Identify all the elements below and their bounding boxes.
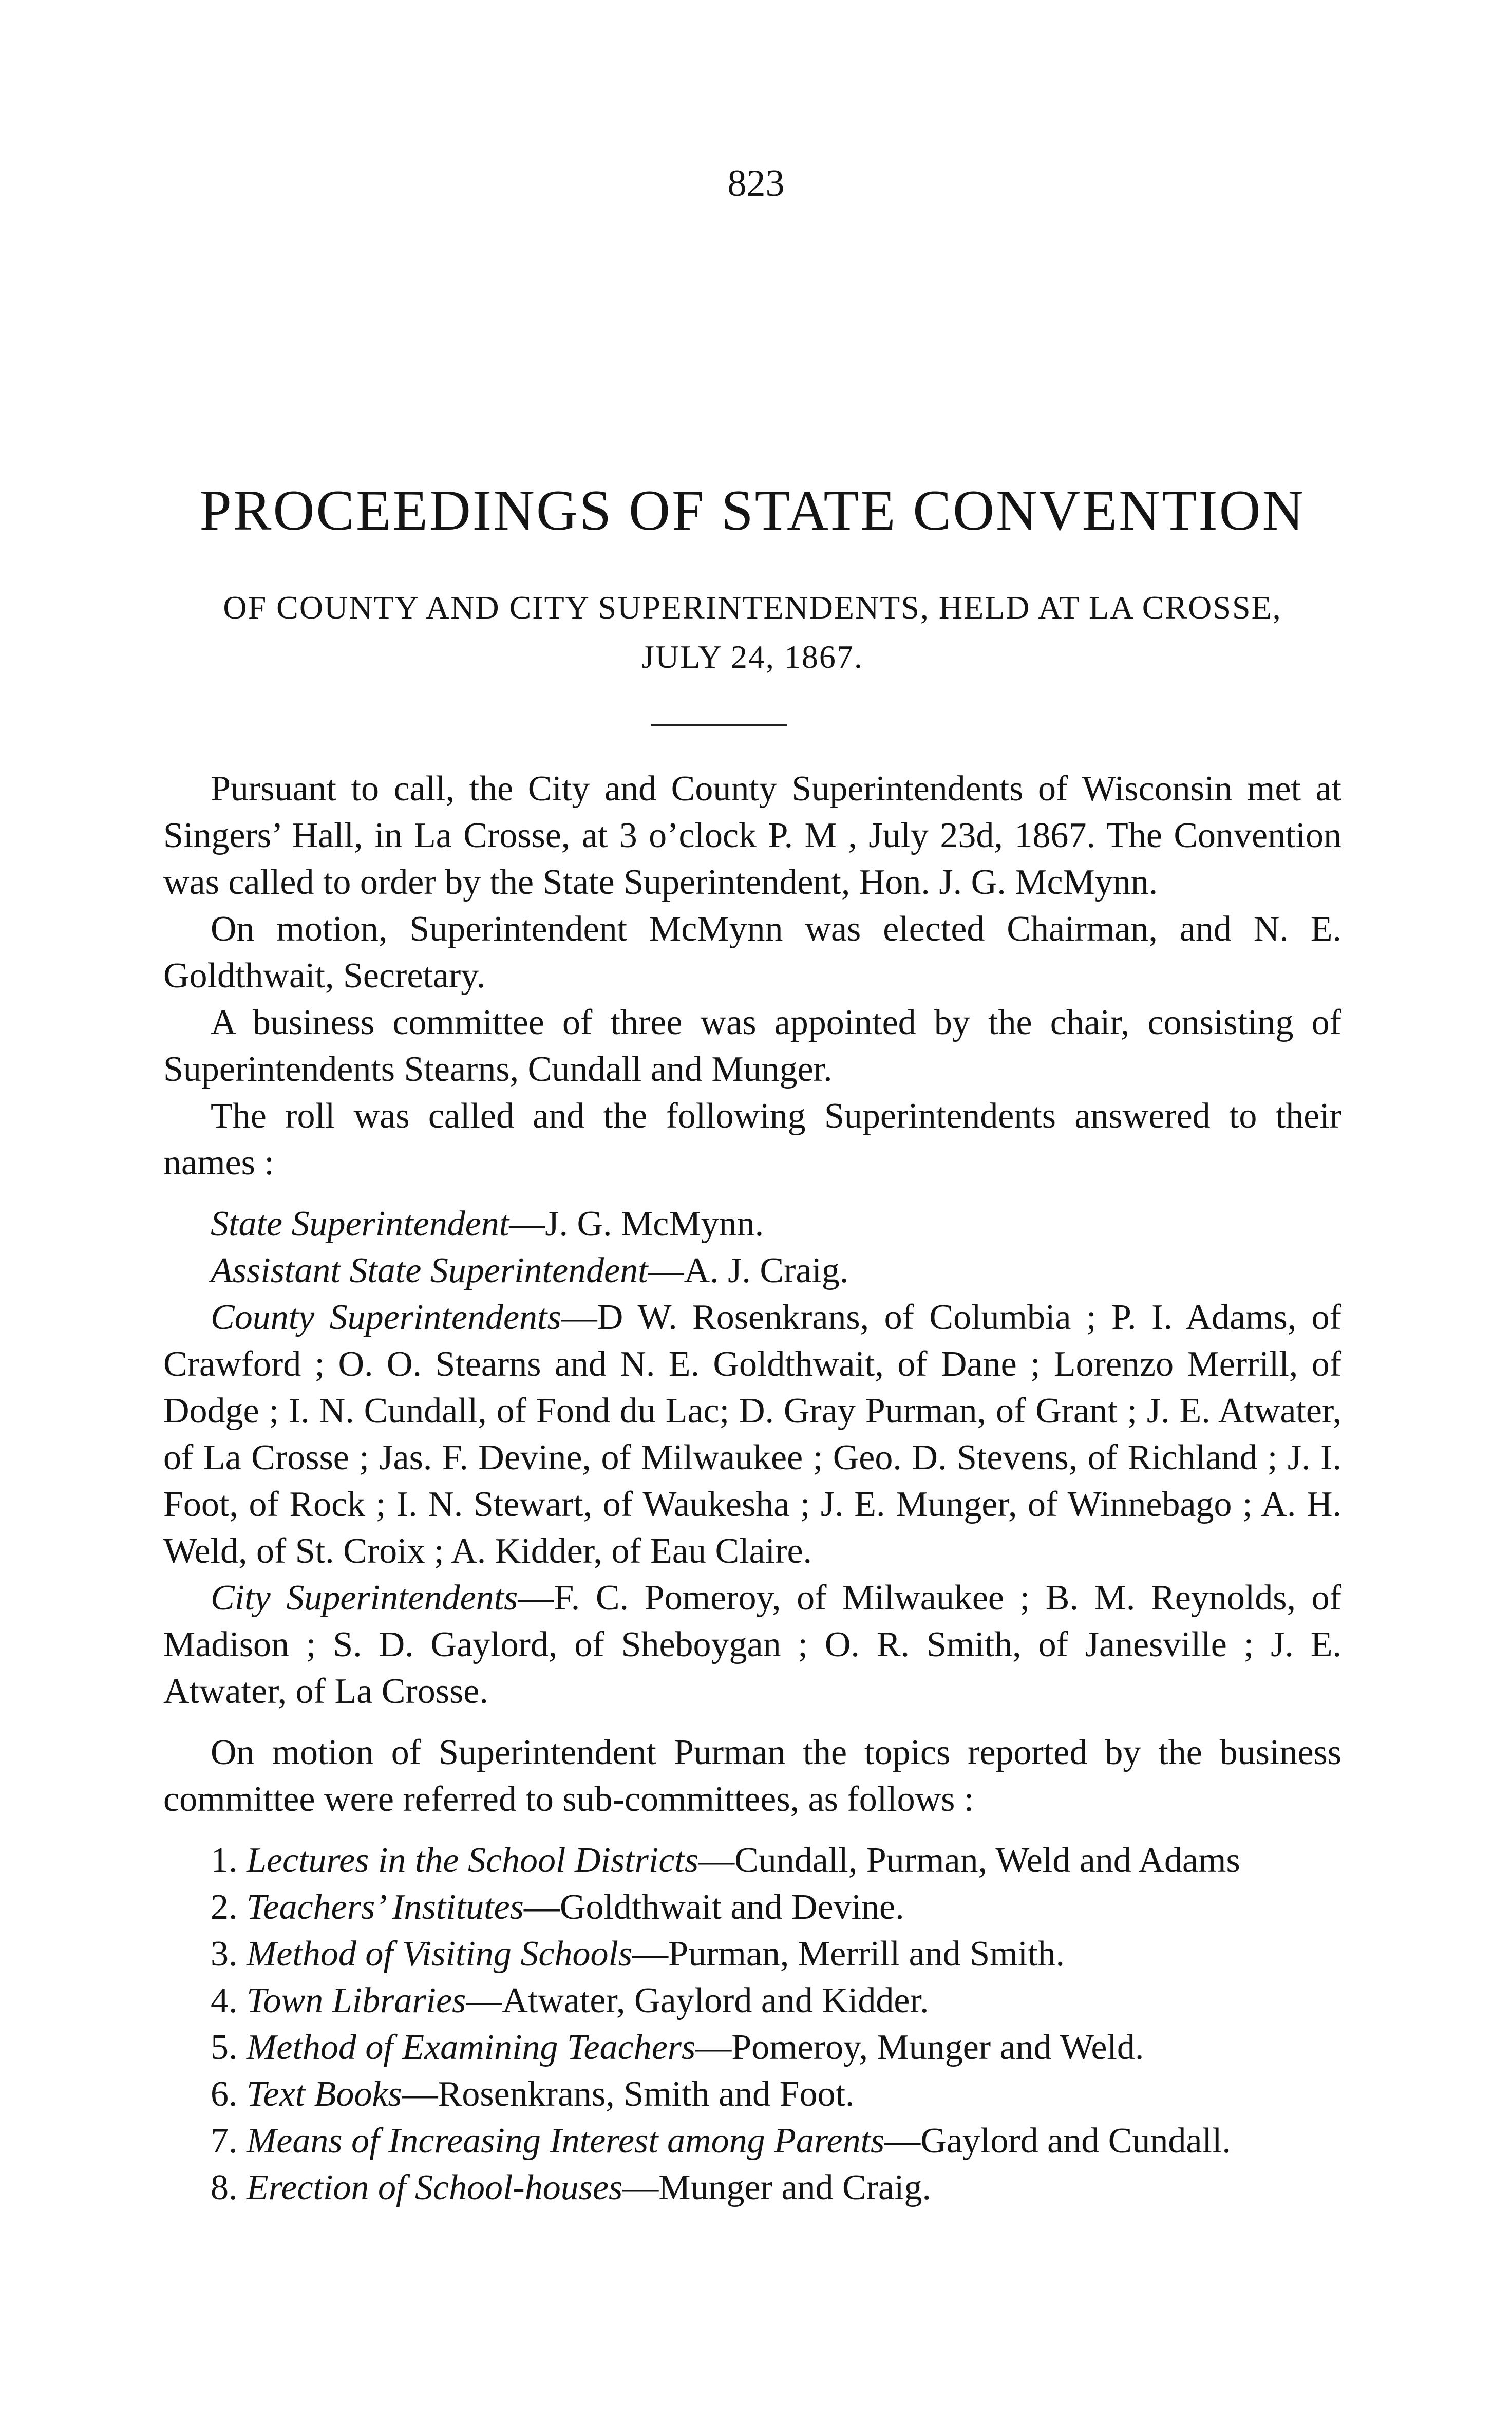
topic-number: 1. <box>211 1841 238 1880</box>
topic-item <box>163 1977 1341 2024</box>
page-title: PROCEEDINGS OF STATE CONVENTION <box>199 479 1306 542</box>
topic-number: 8. <box>211 2168 238 2207</box>
page-subtitle: OF COUNTY AND CITY SUPERINTENDENTS, HELD AT LA CROSSE, JULY 24, 1867. <box>223 589 1282 675</box>
topic-committee: —Purman, Merrill and Smith. <box>632 1934 1065 1974</box>
topic-label: Method of Examining Teachers <box>247 2028 696 2067</box>
topic-committee: —Gaylord and Cundall. <box>884 2121 1231 2161</box>
topic-item <box>163 2071 1341 2118</box>
topic-item <box>163 2024 1341 2071</box>
roll-names: —F. C. Pomeroy, of Milwaukee ; B. M. Reynolds, of Madison ; S. D. Gaylord, of Sheboygan ; O. R. Smith, of Janesville ; J. E. Atwater, of La Crosse. <box>163 1578 1341 1711</box>
topic-label: Teachers’ Institutes <box>247 1887 524 1927</box>
roll-label: State Superintendent <box>211 1204 509 1244</box>
roll-entry-state <box>163 1201 1341 1247</box>
topic-number: 4. <box>211 1981 238 2020</box>
roll-entry-city <box>163 1575 1341 1715</box>
topic-label: Means of Increasing Interest among Parents <box>247 2121 885 2161</box>
document-body <box>163 765 1341 2211</box>
topic-number: 6. <box>211 2074 238 2114</box>
topic-number: 2. <box>211 1887 238 1927</box>
topic-label: Method of Visiting Schools <box>247 1934 633 1974</box>
topic-item <box>163 1931 1341 1977</box>
topic-label: Lectures in the School Districts <box>247 1841 699 1880</box>
paragraph-roll-call: The roll was called and the following Superintendents answered to their names : <box>163 1096 1341 1183</box>
topic-committee: —Munger and Craig. <box>622 2168 931 2207</box>
roll-names: —A. J. Craig. <box>648 1251 849 1290</box>
topic-item <box>163 1884 1341 1931</box>
topic-committee: —Goldthwait and Devine. <box>523 1887 904 1927</box>
topic-item <box>163 1837 1341 1884</box>
paragraph-topics-intro: On motion of Superintendent Purman the topics reported by the business committee were referred to sub-committees, as follows : <box>163 1733 1341 1819</box>
paragraph-call-to-order: Pursuant to call, the City and County Superintendents of Wisconsin met at Singers’ Hall, in La Crosse, at 3 o’clock P. M , July 23d, 1867. The Convention was called to order by the State Superintendent, Hon. J. G. McMynn. <box>163 769 1341 902</box>
topic-committee: —Rosenkrans, Smith and Foot. <box>402 2074 855 2114</box>
roll-names: —J. G. McMynn. <box>509 1204 764 1244</box>
title-divider <box>651 724 787 726</box>
paragraph-business-committee: A business committee of three was appointed by the chair, consisting of Superintendents Stearns, Cundall and Munger. <box>163 1003 1341 1089</box>
topic-item <box>163 2118 1341 2164</box>
roll-entry-assistant <box>163 1247 1341 1294</box>
topic-label: Town Libraries <box>247 1981 466 2020</box>
topic-committee: —Cundall, Purman, Weld and Adams <box>698 1841 1240 1880</box>
topic-committee: —Pomeroy, Munger and Weld. <box>695 2028 1144 2067</box>
page-number: 823 <box>727 162 785 204</box>
roll-names: —D W. Rosenkrans, of Columbia ; P. I. Adams, of Crawford ; O. O. Stearns and N. E. Goldthwait, of Dane ; Lorenzo Merrill, of Dodge ; I. N. Cundall, of Fond du Lac; D. Gray Purman, of Grant ; J. E. Atwater, of La Crosse ; Jas. F. Devine, of Milwaukee ; Geo. D. Stevens, of Richland ; J. I. Foot, of Rock ; I. N. Stewart, of Waukesha ; J. E. Munger, of Winnebago ; A. H. Weld, of St. Croix ; A. Kidder, of Eau Claire. <box>163 1298 1341 1571</box>
roll-entry-county <box>163 1294 1341 1575</box>
topic-committee: —Atwater, Gaylord and Kidder. <box>466 1981 929 2020</box>
roll-label: City Superintendents <box>211 1578 518 1618</box>
topic-label: Erection of School-houses <box>247 2168 623 2207</box>
topic-number: 7. <box>211 2121 238 2161</box>
topic-label: Text Books <box>247 2074 402 2114</box>
paragraph-officers: On motion, Superintendent McMynn was elected Chairman, and N. E. Goldthwait, Secretary. <box>163 909 1341 996</box>
topic-number: 3. <box>211 1934 238 1974</box>
roll-label: County Superintendents <box>211 1298 561 1337</box>
topic-number: 5. <box>211 2028 238 2067</box>
topic-item <box>163 2164 1341 2211</box>
roll-label: Assistant State Superintendent <box>211 1251 648 1290</box>
